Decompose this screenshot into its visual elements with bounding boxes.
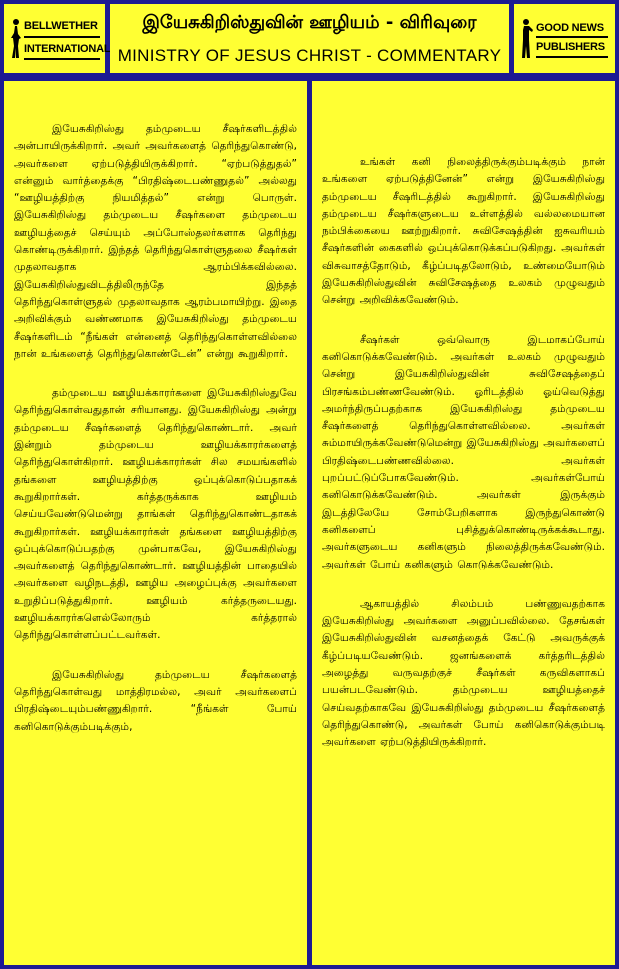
goodnews-logo-box [514,4,615,73]
goodnews-logo-line1: GOOD NEWS [536,22,604,34]
bellwether-logo-line1: BELLWETHER [24,20,98,32]
bellwether-logo-line2: INTERNATIONAL [24,43,111,55]
right-text-column [312,81,615,965]
paragraph: உங்கள் கனி நிலைத்திருக்கும்படிக்கும் நான் உங்களை ஏற்படுத்தினேன்” என்று இயேசுகிறிஸ்து தம்முடைய சீஷரிடத்தில் கூறுகிறார். இயேசுகிறிஸ்து தம்முடைய சீஷர்களுடைய உள்ளத்தில் வல்லமையான நம்பிக்கையை ஊற்றுகிறார். சுவிசேஷத்தின் ஐசுவரியம் சீஷர்களின் கைகளில் ஒப்புக்கொடுக்கப்படுகிறது. அவர்கள் விசுவாசத்தோடும், கீழ்ப்படிதலோடும், உண்மையோடும் இயேசுகிறிஸ்துவின் சுவிசேஷத்தை உலகம் முழுவதும் சென்று அறிவிக்கவேண்டும். [322,156,605,307]
title-tamil: இயேசுகிறிஸ்துவின் ஊழியம் - விரிவுரை [142,12,477,33]
paragraph: சீஷர்கள் ஒவ்வொரு இடமாகப்போய் கனிகொடுக்கவேண்டும். அவர்கள் உலகம் முழுவதும் சென்று இயேசுகிறிஸ்துவின் சுவிசேஷத்தைப் பிரசங்கம்பண்ணவேண்டும். ஓரிடத்தில் ஓய்வெடுத்து அமர்ந்திருப்பதற்காக இயேசுகிறிஸ்து தம்முடைய சீஷர்களைத் தெரிந்துகொள்ளவில்லை. அவர்கள் சும்மாயிருக்கவேண்டுமென்று இயேசுகிறிஸ்து அவர்களைப் பிரதிஷ்டைபண்ணவில்லை. அவர்கள் புறப்பட்டுப்போகவேண்டும். அவர்கள்போய் கனிகொடுக்கவேண்டும். அவர்கள் இருக்கும் இடத்திலேயே சோம்பேறிகளாக இருந்துகொண்டு கனிகளைப் புசித்துக்கொண்டிருக்கக்கூடாது. அவர்களுடைய கனிகளும் நிலைத்திருக்கவேண்டும். அவர்கள் போய் கனிகளும் கொடுக்கவேண்டும். [322,333,605,571]
goodnews-logo-line2: PUBLISHERS [536,41,605,53]
logo-underline [536,36,608,38]
logo-underline [24,36,100,38]
bellwether-logo [10,14,111,65]
title-english: MINISTRY OF JESUS CHRIST - COMMENTARY [117,46,502,65]
title-box [110,4,509,73]
page-header [0,0,619,77]
logo-underline [24,58,100,60]
bell-figure-icon [10,18,22,62]
paragraph: தம்முடைய ஊழியக்காரர்களை இயேசுகிறிஸ்துவே தெரிந்துகொள்வதுதான் சரியானது. இயேசுகிறிஸ்து அன்று தம்முடைய சீஷர்களைத் தெரிந்துகொண்டார். அவர் இன்றும் தம்முடைய ஊழியக்காரர்களைத் தெரிந்துகொள்கிறார். ஊழியக்காரர்கள் சில சமயங்களில் தங்களை ஊழியத்திற்கு ஒப்புக்கொடுப்பதாகக் கூறுகிறார்கள். கர்த்தருக்காக ஊழியம் செய்யவேண்டுமென்று தாங்கள் தெரிந்துகொண்டதாகக் கூறுகிறார்கள். ஊழியக்காரர்கள் தங்களை ஊழியத்திற்கு ஒப்புக்கொடுப்பதற்கு முன்பாகவே, இயேசுகிறிஸ்து அவர்களைத் தெரிந்துகொண்டார். ஊழியத்தின் பாதையில் அவர்களை வழிநடத்தி, ஊழிய அழைப்புக்கு அவர்களை உறுதிப்படுத்துகிறார். ஊழியம் கர்த்தருடையது. ஊழியக்காரர்களெல்லோரும் கர்த்தரால் தெரிந்துகொள்ளப்பட்டவர்கள். [14,387,297,642]
paragraph: ஆகாயத்தில் சிலம்பம் பண்ணுவதற்காக இயேசுகிறிஸ்து அவர்களை அனுப்பவில்லை. தேசங்கள் இயேசுகிறிஸ்துவின் வசனத்தைக் கேட்டு அவருக்குக் கீழ்ப்படியவேண்டும். ஜனங்களைக் கர்த்தரிடத்தில் அழைத்து வருவதற்குச் சீஷர்கள் கருவிகளாகப் பயன்படவேண்டும். தம்முடைய ஊழியத்தைச் செய்வதற்காகவே இயேசுகிறிஸ்து தம்முடைய சீஷர்களைத் தெரிந்துகொண்டு, அவர்கள் போய் கனிகொடுக்கும்படி அவர்களை ஏற்படுத்தியிருக்கிறார். [322,597,605,749]
paragraph: இயேசுகிறிஸ்து தம்முடைய சீஷர்களிடத்தில் அன்பாயிருக்கிறார். அவர் அவர்களைத் தெரிந்துகொண்டு, அவர்களை ஏற்படுத்தியிருக்கிறார். “ஏற்படுத்துதல்” என்னும் வார்த்தைக்கு “பிரதிஷ்டைபண்ணுதல்” அல்லது “ஊழியத்திற்கு நியமித்தல்” என்று பொருள். இயேசுகிறிஸ்து தம்முடைய சீஷர்களை தம்முடைய ஊழியத்தைச் செய்யும் அப்போஸ்தலர்களாக தெரிந்து கொண்டிருக்கிறார். இந்தத் தெரிந்துகொள்ளுதலை சீஷர்கள் முதலாவதாக ஆரம்பிக்கவில்லை. இயேசுகிறிஸ்துவிடத்திலிருந்தே இந்தத் தெரிந்துகொள்ளுதல் முதலாவதாக ஆரம்பமாயிற்று. இதை அறிவிக்கும் வண்ணமாக இயேசுகிறிஸ்து தம்முடைய சீஷர்களிடம் “நீங்கள் என்னைத் தெரிந்துகொள்ளவில்லை நான் உங்களைத் தெரிந்துகொண்டேன்” என்று கூறுகிறார். [14,123,297,360]
bellwether-logo-box [4,4,111,73]
goodnews-logo [520,14,611,65]
left-text-column [4,81,307,965]
herald-figure-icon [520,18,534,62]
paragraph: இயேசுகிறிஸ்து தம்முடைய சீஷர்களைத் தெரிந்துகொள்வது மாத்திரமல்ல, அவர் அவர்களைப் பிரதிஷ்டையும்பண்ணுகிறார். “நீங்கள் போய் கனிகொடுக்கும்படிக்கும், [14,668,297,733]
logo-underline [536,56,608,58]
